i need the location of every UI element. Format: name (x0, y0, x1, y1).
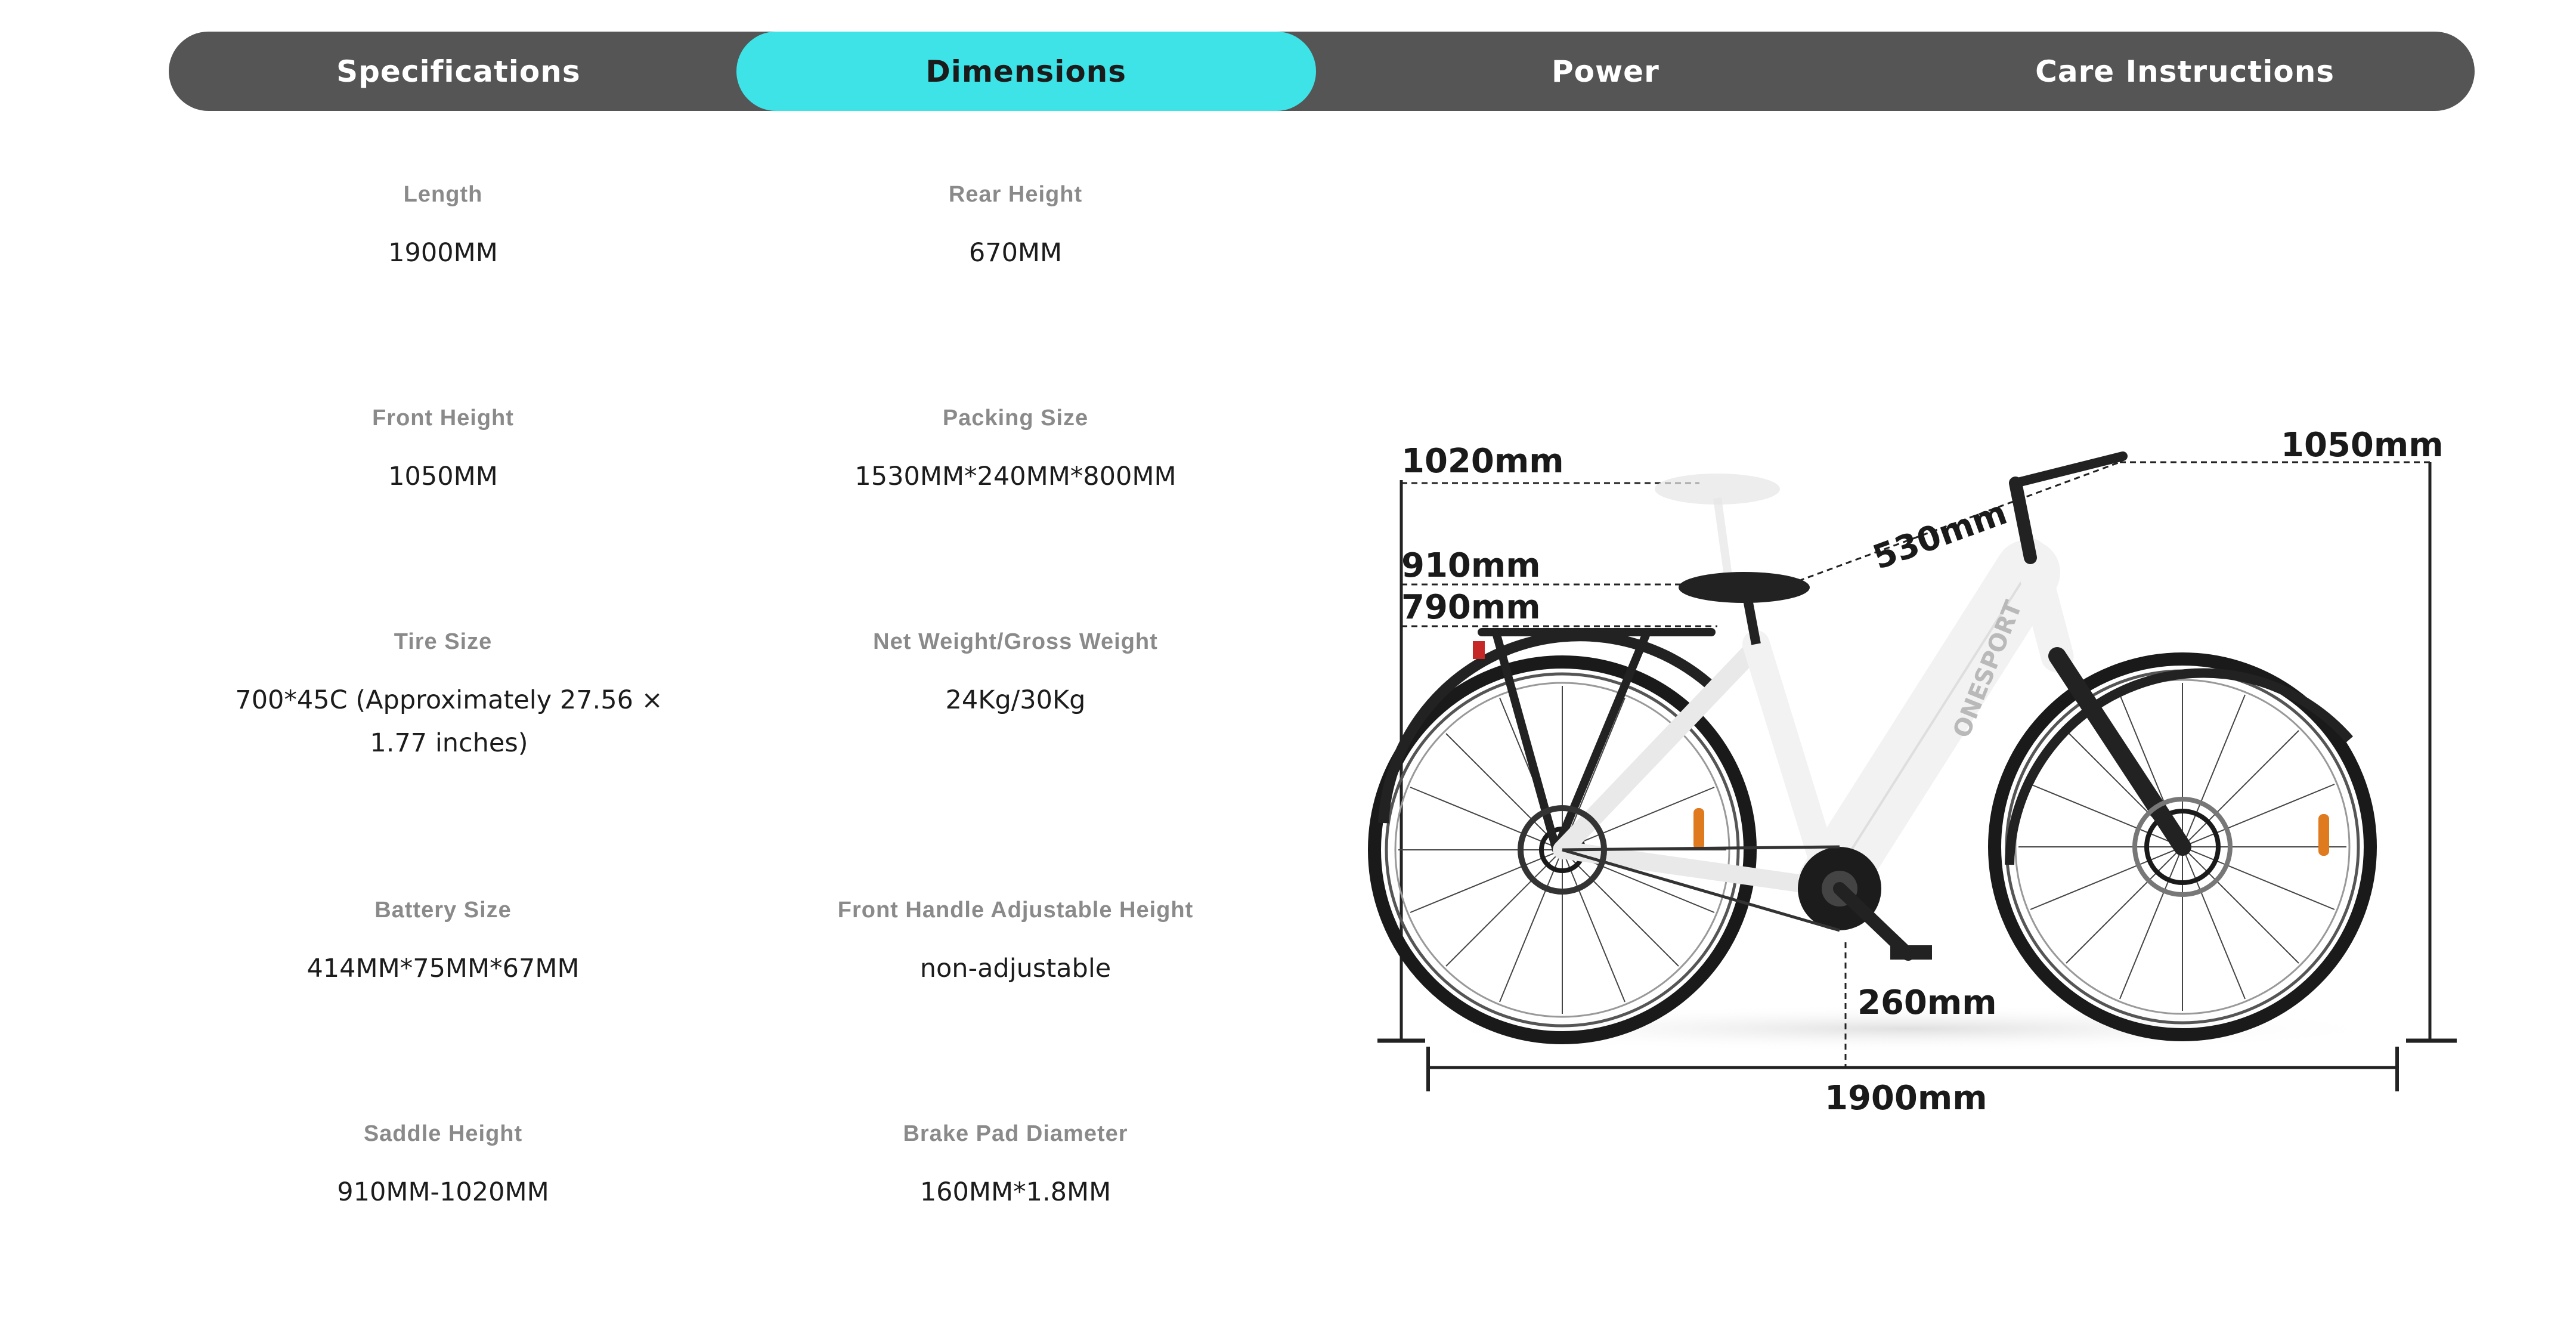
dimension-label-530: 530mm (1868, 493, 2012, 578)
spec-value: 24Kg/30Kg (945, 685, 1086, 715)
tab-specifications[interactable]: Specifications (336, 54, 581, 89)
bike-frame (1562, 456, 2182, 889)
spec-front-height (169, 379, 717, 602)
spec-label: Front Handle Adjustable Height (837, 898, 1194, 923)
tab-dimensions[interactable]: Dimensions (736, 32, 1316, 111)
dimension-label-1050: 1050mm (2281, 426, 2444, 465)
dimension-label-790: 790mm (1401, 588, 1541, 627)
spec-label: Rear Height (948, 182, 1083, 207)
dimension-label-1900: 1900mm (1825, 1079, 1987, 1118)
dimension-tabs (169, 32, 2475, 111)
tab-power[interactable]: Power (1551, 54, 1659, 89)
front-reflector (2318, 814, 2329, 856)
spec-tire-size (169, 602, 717, 871)
spec-value: 1530MM*240MM*800MM (854, 462, 1176, 491)
spec-saddle-height (169, 1094, 717, 1318)
spec-label: Saddle Height (363, 1121, 523, 1146)
spec-label: Tire Size (394, 629, 493, 654)
tail-light (1473, 641, 1485, 659)
spec-handle-height (717, 871, 1314, 1094)
spec-label: Battery Size (374, 898, 512, 923)
bike-dimension-diagram (1360, 406, 2469, 1145)
spec-value: 910MM-1020MM (337, 1177, 549, 1207)
spec-label: Packing Size (942, 406, 1089, 431)
spec-label: Net Weight/Gross Weight (873, 629, 1158, 654)
spec-value: 700*45C (Approximately 27.56 × 1.77 inches) (235, 685, 663, 758)
spec-packing-size (717, 379, 1314, 602)
spec-length (169, 155, 717, 379)
spec-value: 670MM (968, 238, 1063, 268)
spec-value: non-adjustable (919, 954, 1111, 983)
spec-value: 1900MM (388, 238, 498, 268)
spec-value: 414MM*75MM*67MM (306, 954, 580, 983)
saddle (1655, 474, 1810, 644)
spec-value: 160MM*1.8MM (919, 1177, 1111, 1207)
tab-care-instructions[interactable]: Care Instructions (2035, 54, 2335, 89)
spec-rear-height (717, 155, 1314, 379)
dimension-label-910: 910mm (1401, 546, 1541, 585)
spec-label: Front Height (372, 406, 514, 431)
spec-brake-pad (717, 1094, 1314, 1318)
frame-brand-text: ONESPORT (1948, 596, 2028, 742)
spec-grid (169, 155, 1314, 1318)
spec-label: Length (403, 182, 483, 207)
spec-weight (717, 602, 1314, 871)
rear-reflector (1693, 808, 1704, 850)
spec-battery-size (169, 871, 717, 1094)
spec-value: 1050MM (388, 462, 498, 491)
spec-label: Brake Pad Diameter (903, 1121, 1128, 1146)
dimension-label-1020: 1020mm (1401, 442, 1564, 481)
dimension-label-260: 260mm (1857, 983, 1997, 1022)
